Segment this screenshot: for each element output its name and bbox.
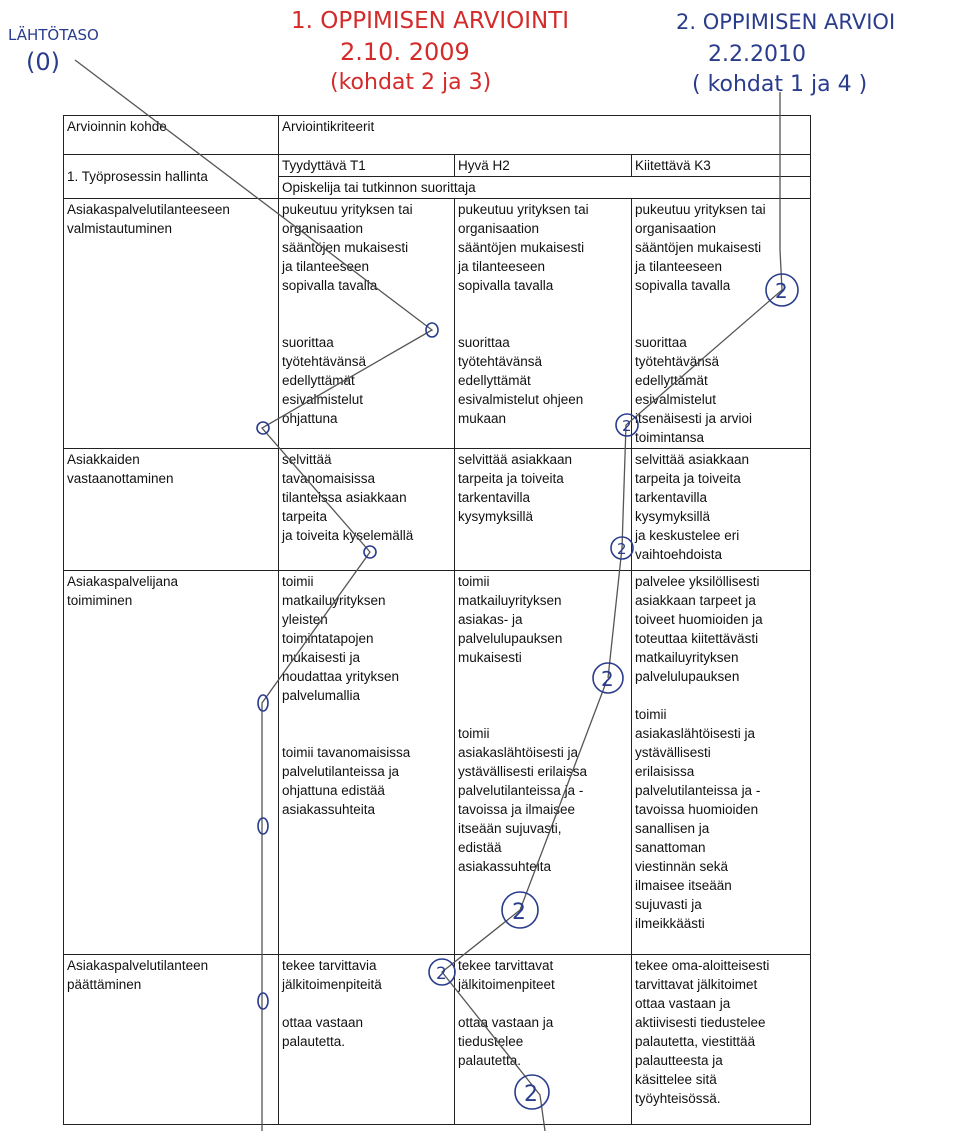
second-assessment-title: 2. OPPIMISEN ARVIOI [676,10,896,34]
first-assessment-title: 1. OPPIMISEN ARVIOINTI [291,8,570,34]
criteria-t1: selvittää tavanomaisissa tilanteissa asiakkaan tarpeita ja toiveita kyselemällä [279,449,455,571]
criteria-h2: selvittää asiakkaan tarpeita ja toiveita tarkentavilla kysymyksillä [455,449,632,571]
two-digit: 2 [617,540,627,558]
performer-label: Opiskelija tai tutkinnon suorittaja [279,177,811,199]
second-assessment-date: 2.2.2010 [708,42,806,67]
two-digit: 2 [512,900,526,925]
row-target: Asiakkaiden vastaanottaminen [64,449,279,571]
criteria-t1: toimii matkailuyrityksen yleisten toimintatapojen mukaisesti ja noudattaa yrityksen palvelumallia toimii tavanomaisissa palvelutilanteissa ja ohjattuna edistää asiakassuhteita [279,571,455,955]
two-digit: 2 [524,1082,538,1107]
row-target: Asiakaspalvelutilanteen päättäminen [64,955,279,1125]
level-t1: Tyydyttävä T1 [279,155,455,177]
criteria-table [63,115,811,1125]
header-target: Arvioinnin kohde [64,116,279,155]
first-assessment-date: 2.10. 2009 [340,38,470,66]
table-row [64,449,811,571]
two-digit: 2 [436,964,447,984]
section-title: 1. Työprosessin hallinta [64,155,279,199]
two-digit: 2 [775,279,788,303]
criteria-h2: pukeutuu yrityksen tai organisaation sääntöjen mukaisesti ja tilanteeseen sopivalla tavalla suorittaa työtehtävänsä edellyttämät esivalmistelut ohjeen mukaan [455,199,632,449]
criteria-k3: palvelee yksilöllisesti asiakkaan tarpeet ja toiveet huomioiden ja toteuttaa kiitettävästi matkailuyrityksen palvelulupauksen toimii asiakaslähtöisesti ja ystävällisesti erilaisissa palvelutilanteissa ja - tavoissa huomioiden sanallisen ja sanattoman viestinnän sekä ilmaisee itseään sujuvasti ja ilmeikkäästi [632,571,811,955]
two-digit: 2 [622,417,632,435]
table-row [64,955,811,1125]
criteria-t1: tekee tarvittavia jälkitoimenpiteitä ottaa vastaan palautetta. [279,955,455,1125]
baseline-value: (0) [26,48,60,76]
header-criteria: Arviointikriteerit [279,116,811,155]
levels-row [64,155,811,177]
level-h2: Hyvä H2 [455,155,632,177]
baseline-label: LÄHTÖTASO [8,26,99,44]
criteria-k3: selvittää asiakkaan tarpeita ja toiveita tarkentavilla kysymyksillä ja keskustelee eri vaihtoehdoista [632,449,811,571]
first-assessment-note: (kohdat 2 ja 3) [330,70,492,95]
row-target: Asiakaspalvelijana toimiminen [64,571,279,955]
level-k3: Kiitettävä K3 [632,155,811,177]
two-digit: 2 [601,667,614,691]
criteria-h2: tekee tarvittavat jälkitoimenpiteet ottaa vastaan ja tiedustelee palautetta. [455,955,632,1125]
criteria-h2: toimii matkailuyrityksen asiakas- ja palvelulupauksen mukaisesti toimii asiakaslähtöisesti ja ystävällisesti erilaissa palvelutilanteissa ja - tavoissa ja ilmaisee itseään sujuvasti, edistää asiakassuhteita [455,571,632,955]
criteria-t1: pukeutuu yrityksen tai organisaation sääntöjen mukaisesti ja tilanteeseen sopivalla tavalla suorittaa työtehtävänsä edellyttämät esivalmistelut ohjattuna [279,199,455,449]
criteria-k3: tekee oma-aloitteisesti tarvittavat jälkitoimet ottaa vastaan ja aktiivisesti tiedustelee palautetta, viestittää palautteesta ja käsittelee sitä työyhteisössä. [632,955,811,1125]
table-header-row [64,116,811,155]
table-row [64,571,811,955]
second-assessment-note: ( kohdat 1 ja 4 ) [692,72,868,97]
row-target: Asiakaspalvelutilanteeseen valmistautuminen [64,199,279,449]
table-row [64,199,811,449]
criteria-k3: pukeutuu yrityksen tai organisaation sääntöjen mukaisesti ja tilanteeseen sopivalla tavalla suorittaa työtehtävänsä edellyttämät esivalmistelut itsenäisesti ja arvioi toimintansa [632,199,811,449]
